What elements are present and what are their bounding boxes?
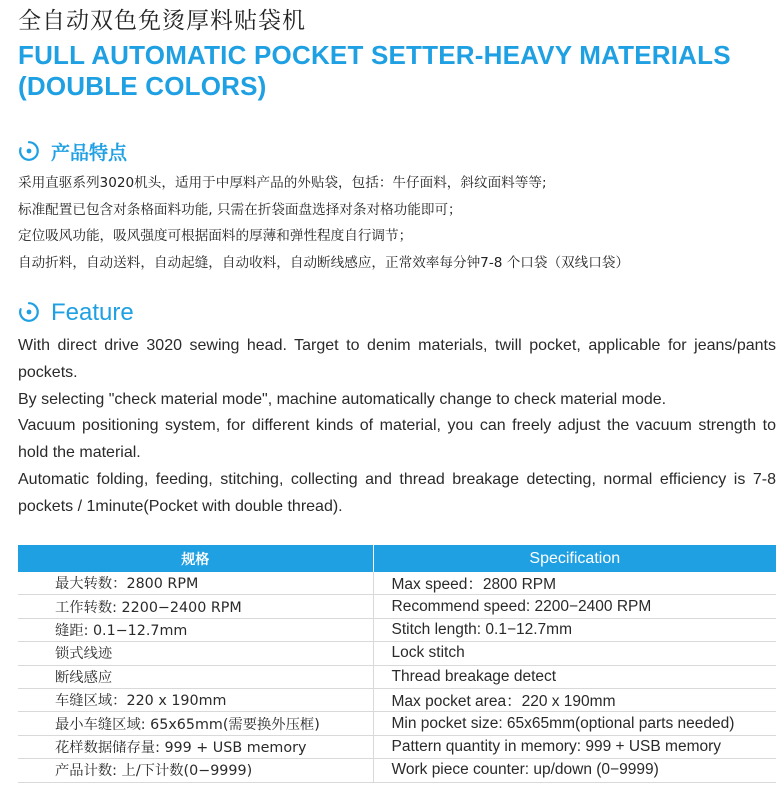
page-title-en	[18, 40, 778, 102]
table-header-en: Specification	[373, 545, 776, 572]
features-cn-line: 标准配置已包含对条格面料功能, 只需在折袋面盘选择对条对格功能即可；	[18, 201, 462, 218]
features-cn-list	[18, 170, 778, 276]
table-cell-en: Lock stitch	[373, 642, 776, 665]
table-cell-en: Max speed：2800 RPM	[373, 572, 776, 595]
table-cell-cn: 断线感应	[18, 665, 373, 688]
features-en-paragraph: By selecting "check material mode", machine automatically change to check material mode.	[18, 390, 667, 408]
features-cn-line: 定位吸风功能，吸风强度可根据面料的厚薄和弹性程度自行调节；	[18, 228, 413, 244]
table-cell-cn: 工作转数: 2200−2400 RPM	[18, 595, 373, 618]
page-title-en-line2: (DOUBLE COLORS)	[18, 71, 267, 101]
table-cell-cn: 花样数据储存量: 999 + USB memory	[18, 735, 373, 758]
table-cell-cn: 缝距: 0.1−12.7mm	[18, 618, 373, 641]
table-cell-en: Work piece counter: up/down (0−9999)	[373, 759, 776, 782]
features-cn-line: 采用直驱系列3020机头，适用于中厚料产品的外贴袋，包括：牛仔面料，斜纹面料等等;	[18, 175, 547, 191]
table-cell-cn: 锁式线迹	[18, 642, 373, 665]
table-cell-cn: 产品计数: 上/下计数(0−9999)	[18, 759, 373, 782]
section-heading-feature-en	[18, 299, 134, 327]
table-row	[18, 642, 776, 665]
table-row	[18, 759, 776, 782]
section-heading-features-cn	[18, 138, 127, 165]
section-heading-label: Feature	[51, 299, 134, 326]
target-ring-icon	[18, 301, 42, 325]
table-row	[18, 712, 776, 735]
table-row	[18, 735, 776, 758]
table-row	[18, 618, 776, 641]
table-cell-en: Recommend speed: 2200−2400 RPM	[373, 595, 776, 618]
table-cell-cn: 车缝区域：220 x 190mm	[18, 688, 373, 711]
table-cell-en: Min pocket size: 65x65mm(optional parts needed)	[373, 712, 776, 735]
table-cell-cn: 最小车缝区域: 65x65mm(需要换外压框)	[18, 712, 373, 735]
features-en-paragraph: Vacuum positioning system, for different kinds of material, you can freely adjust the vacuum strength to hold the material.	[18, 417, 776, 462]
table-header-row	[18, 545, 776, 572]
table-cell-en: Max pocket area：220 x 190mm	[373, 688, 776, 711]
table-row	[18, 595, 776, 618]
table-cell-en: Pattern quantity in memory: 999 + USB memory	[373, 735, 776, 758]
page-title-cn: 全自动双色免烫厚料贴袋机	[18, 8, 306, 34]
table-row	[18, 572, 776, 595]
table-cell-cn: 最大转数：2800 RPM	[18, 572, 373, 595]
table-cell-en: Stitch length: 0.1−12.7mm	[373, 618, 776, 641]
specification-table	[18, 545, 776, 783]
table-header-cn: 规格	[18, 545, 373, 572]
section-heading-label: 产品特点	[51, 142, 128, 164]
features-en-text	[18, 333, 776, 521]
table-row	[18, 665, 776, 688]
features-cn-line: 自动折料，自动送料，自动起缝，自动收料，自动断线感应，正常效率每分钟7-8 个口袋（双线口袋）	[18, 254, 630, 271]
features-en-paragraph: Automatic folding, feeding, stitching, collecting and thread breakage detecting, normal efficiency is 7-8 pockets / 1minute(Pocket with double thread).	[18, 470, 776, 515]
page-title-en-line1: FULL AUTOMATIC POCKET SETTER-HEAVY MATERIALS	[18, 40, 731, 70]
features-en-paragraph: With direct drive 3020 sewing head. Target to denim materials, twill pocket, applicable for jeans/pants pockets.	[18, 337, 776, 381]
table-row	[18, 688, 776, 711]
target-ring-icon	[18, 140, 42, 164]
table-cell-en: Thread breakage detect	[373, 665, 776, 688]
